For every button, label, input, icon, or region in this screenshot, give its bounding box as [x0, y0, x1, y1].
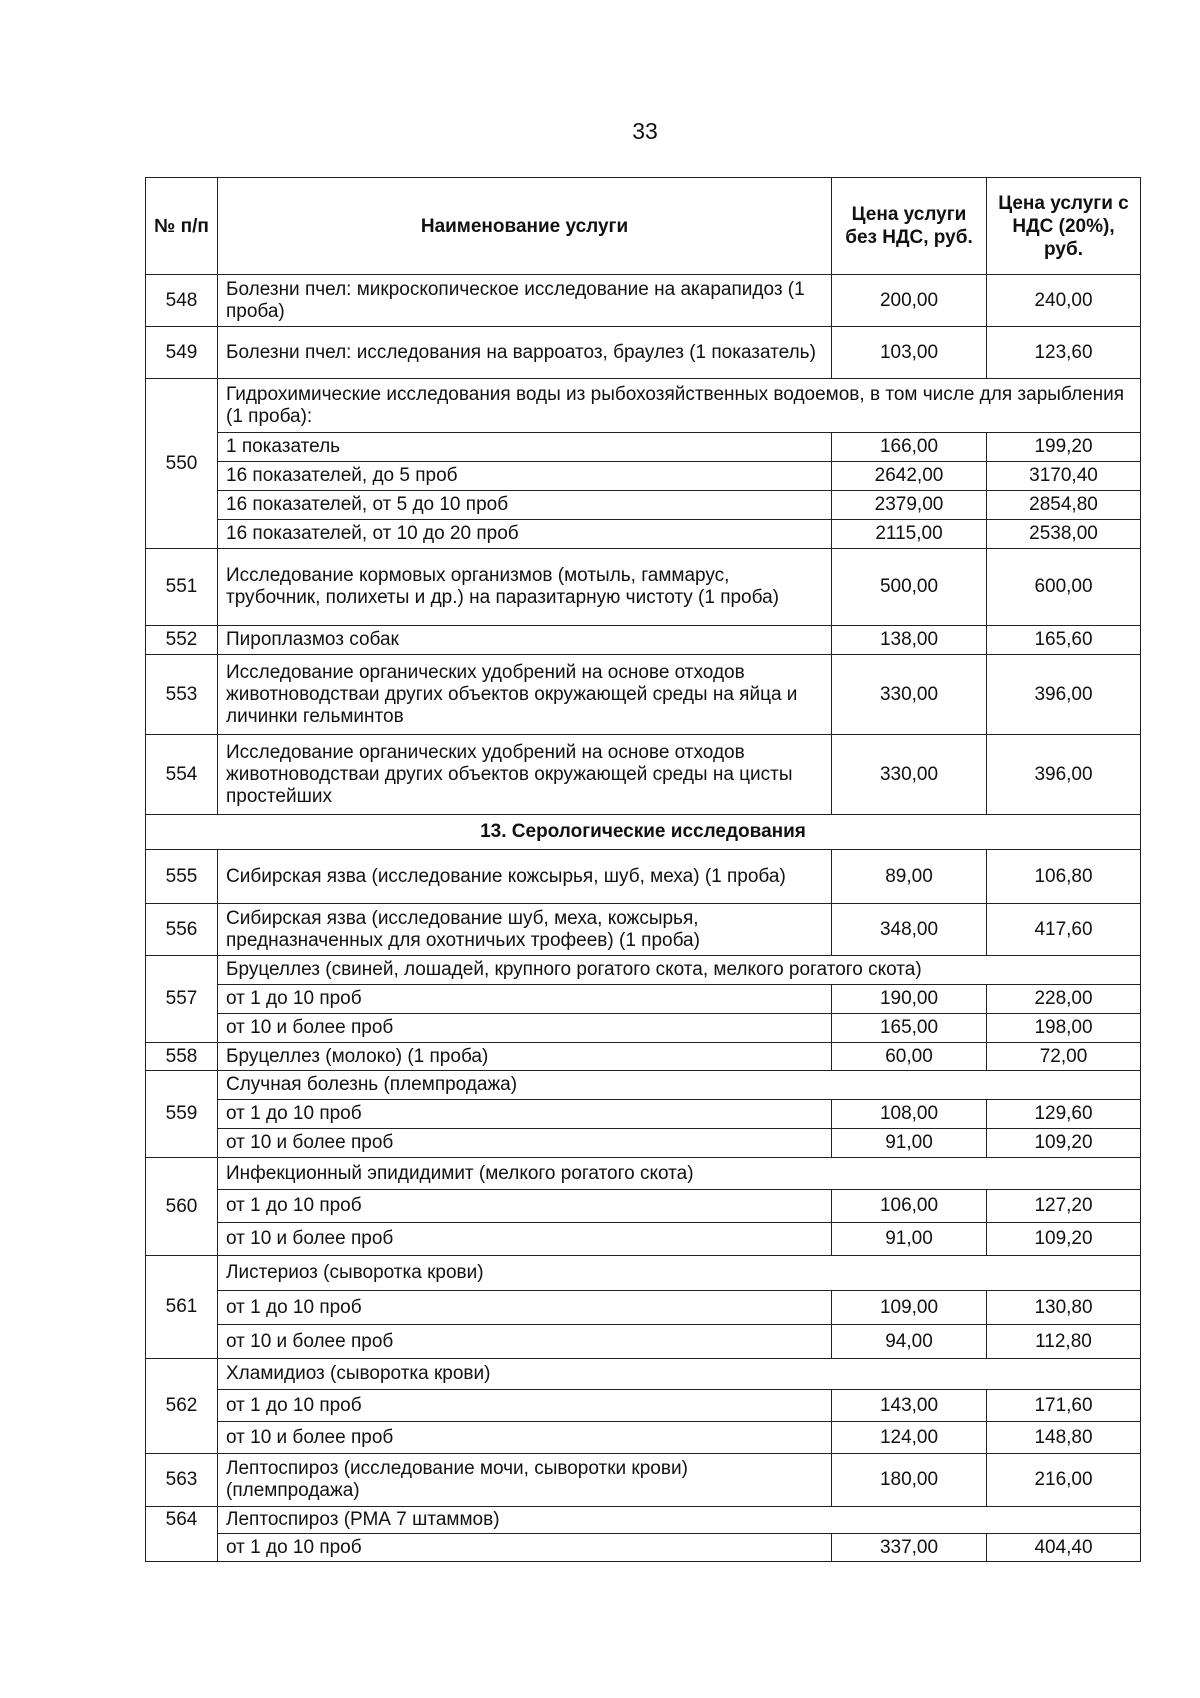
- subrow-name: от 1 до 10 проб: [218, 985, 832, 1014]
- table-subrow: [146, 1422, 1141, 1454]
- subrow-name: от 10 и более проб: [218, 1129, 832, 1158]
- price-vat: 171,60: [987, 1390, 1141, 1422]
- table-subrow: [146, 433, 1141, 462]
- header-price-no-vat: Цена услуги без НДС, руб.: [832, 178, 987, 275]
- table-row: [146, 626, 1141, 655]
- subrow-name: от 1 до 10 проб: [218, 1291, 832, 1325]
- table-row: [146, 1043, 1141, 1071]
- subrow-name: 16 показателей, от 5 до 10 проб: [218, 491, 832, 520]
- table-subrow: [146, 1534, 1141, 1562]
- price-no-vat: 106,00: [832, 1190, 987, 1223]
- row-name: Хламидиоз (сыворотка крови): [218, 1359, 1141, 1390]
- price-no-vat: 190,00: [832, 985, 987, 1014]
- price-vat: 165,60: [987, 626, 1141, 655]
- table-row: [146, 549, 1141, 626]
- table-header-row: [146, 178, 1141, 275]
- row-name: Сибирская язва (исследование шуб, меха, кожсырья, предназначенных для охотничьих трофеев) (1 проба): [218, 904, 832, 956]
- price-vat: 199,20: [987, 433, 1141, 462]
- row-num: 560: [146, 1158, 218, 1256]
- table-subrow: [146, 1390, 1141, 1422]
- row-name: Исследование органических удобрений на основе отходов животноводстваи других объектов окружающей среды на яйца и личинки гельминтов: [218, 655, 832, 735]
- table-row: [146, 1454, 1141, 1507]
- table-row: [146, 1507, 1141, 1534]
- row-num: 553: [146, 655, 218, 735]
- price-vat: 600,00: [987, 549, 1141, 626]
- subrow-name: от 1 до 10 проб: [218, 1390, 832, 1422]
- section-title: 13. Серологические исследования: [146, 815, 1141, 850]
- header-num: № п/п: [146, 178, 218, 275]
- table-row: [146, 1359, 1141, 1390]
- table-subrow: [146, 1129, 1141, 1158]
- row-name: Исследование органических удобрений на основе отходов животноводстваи других объектов окружающей среды на цисты простейших: [218, 735, 832, 815]
- price-vat: 129,60: [987, 1100, 1141, 1129]
- table-row: [146, 1256, 1141, 1291]
- section-heading-row: [146, 815, 1141, 850]
- price-vat: 2538,00: [987, 520, 1141, 549]
- table-row: [146, 850, 1141, 904]
- price-no-vat: 166,00: [832, 433, 987, 462]
- row-num: 563: [146, 1454, 218, 1507]
- price-vat: 404,40: [987, 1534, 1141, 1562]
- price-vat: 3170,40: [987, 462, 1141, 491]
- subrow-name: 16 показателей, до 5 проб: [218, 462, 832, 491]
- price-no-vat: 2115,00: [832, 520, 987, 549]
- row-num: 561: [146, 1256, 218, 1359]
- price-vat: 396,00: [987, 655, 1141, 735]
- price-vat: 417,60: [987, 904, 1141, 956]
- table-row: [146, 275, 1141, 327]
- table-row: [146, 956, 1141, 985]
- row-num: 557: [146, 956, 218, 1043]
- row-name: Инфекционный эпидидимит (мелкого рогатого скота): [218, 1158, 1141, 1190]
- table-subrow: [146, 1014, 1141, 1043]
- table-subrow: [146, 1100, 1141, 1129]
- price-no-vat: 60,00: [832, 1043, 987, 1071]
- table-subrow: [146, 491, 1141, 520]
- row-name: Лептоспироз (исследование мочи, сыворотки крови) (племпродажа): [218, 1454, 832, 1507]
- table-row: [146, 327, 1141, 379]
- table-subrow: [146, 1325, 1141, 1359]
- row-name: Случная болезнь (племпродажа): [218, 1071, 1141, 1100]
- row-name: Исследование кормовых организмов (мотыль, гаммарус, трубочник, полихеты и др.) на паразитарную чистоту (1 проба): [218, 549, 832, 626]
- table-subrow: [146, 1223, 1141, 1256]
- table-row: [146, 655, 1141, 735]
- table-subrow: [146, 462, 1141, 491]
- price-vat: 216,00: [987, 1454, 1141, 1507]
- table-subrow: [146, 985, 1141, 1014]
- price-no-vat: 138,00: [832, 626, 987, 655]
- row-num: 550: [146, 379, 218, 549]
- price-no-vat: 91,00: [832, 1223, 987, 1256]
- subrow-name: от 1 до 10 проб: [218, 1100, 832, 1129]
- row-name: Лептоспироз (РМА 7 штаммов): [218, 1507, 1141, 1534]
- price-vat: 127,20: [987, 1190, 1141, 1223]
- price-no-vat: 89,00: [832, 850, 987, 904]
- table-subrow: [146, 520, 1141, 549]
- header-price-vat: Цена услуги с НДС (20%), руб.: [987, 178, 1141, 275]
- price-no-vat: 91,00: [832, 1129, 987, 1158]
- row-num: 549: [146, 327, 218, 379]
- table-subrow: [146, 1291, 1141, 1325]
- price-vat: 109,20: [987, 1129, 1141, 1158]
- table-subrow: [146, 1190, 1141, 1223]
- price-no-vat: 108,00: [832, 1100, 987, 1129]
- row-name: Болезни пчел: микроскопическое исследование на акарапидоз (1 проба): [218, 275, 832, 327]
- row-name: Бруцеллез (свиней, лошадей, крупного рогатого скота, мелкого рогатого скота): [218, 956, 1141, 985]
- price-no-vat: 330,00: [832, 655, 987, 735]
- price-vat: 148,80: [987, 1422, 1141, 1454]
- subrow-name: от 1 до 10 проб: [218, 1534, 832, 1562]
- price-vat: 2854,80: [987, 491, 1141, 520]
- row-num: 555: [146, 850, 218, 904]
- price-no-vat: 94,00: [832, 1325, 987, 1359]
- table-row: [146, 1158, 1141, 1190]
- price-no-vat: 2379,00: [832, 491, 987, 520]
- subrow-name: от 10 и более проб: [218, 1325, 832, 1359]
- subrow-name: 1 показатель: [218, 433, 832, 462]
- table-row: [146, 735, 1141, 815]
- row-num: 554: [146, 735, 218, 815]
- price-no-vat: 337,00: [832, 1534, 987, 1562]
- price-vat: 198,00: [987, 1014, 1141, 1043]
- price-vat: 112,80: [987, 1325, 1141, 1359]
- price-no-vat: 200,00: [832, 275, 987, 327]
- price-no-vat: 2642,00: [832, 462, 987, 491]
- price-no-vat: 103,00: [832, 327, 987, 379]
- price-vat: 130,80: [987, 1291, 1141, 1325]
- subrow-name: от 10 и более проб: [218, 1422, 832, 1454]
- row-num: 552: [146, 626, 218, 655]
- row-name: Пироплазмоз собак: [218, 626, 832, 655]
- price-no-vat: 180,00: [832, 1454, 987, 1507]
- price-no-vat: 143,00: [832, 1390, 987, 1422]
- price-vat: 106,80: [987, 850, 1141, 904]
- subrow-name: 16 показателей, от 10 до 20 проб: [218, 520, 832, 549]
- price-no-vat: 348,00: [832, 904, 987, 956]
- row-num: 558: [146, 1043, 218, 1071]
- row-num: 564: [146, 1507, 218, 1562]
- subrow-name: от 10 и более проб: [218, 1223, 832, 1256]
- table-row: [146, 904, 1141, 956]
- subrow-name: от 10 и более проб: [218, 1014, 832, 1043]
- header-name: Наименование услуги: [218, 178, 832, 275]
- price-no-vat: 109,00: [832, 1291, 987, 1325]
- subrow-name: от 1 до 10 проб: [218, 1190, 832, 1223]
- price-vat: 72,00: [987, 1043, 1141, 1071]
- row-num: 559: [146, 1071, 218, 1158]
- row-num: 551: [146, 549, 218, 626]
- row-name: Болезни пчел: исследования на варроатоз, браулез (1 показатель): [218, 327, 832, 379]
- price-vat: 396,00: [987, 735, 1141, 815]
- price-vat: 123,60: [987, 327, 1141, 379]
- row-num: 562: [146, 1359, 218, 1454]
- price-vat: 228,00: [987, 985, 1141, 1014]
- row-name: Гидрохимические исследования воды из рыбохозяйственных водоемов, в том числе для зарыбления (1 проба):: [218, 379, 1141, 433]
- price-no-vat: 165,00: [832, 1014, 987, 1043]
- price-no-vat: 124,00: [832, 1422, 987, 1454]
- table-row: [146, 379, 1141, 433]
- row-name: Сибирская язва (исследование кожсырья, шуб, меха) (1 проба): [218, 850, 832, 904]
- price-table: [145, 177, 1141, 1562]
- price-vat: 240,00: [987, 275, 1141, 327]
- row-name: Бруцеллез (молоко) (1 проба): [218, 1043, 832, 1071]
- row-name: Листериоз (сыворотка крови): [218, 1256, 1141, 1291]
- table-row: [146, 1071, 1141, 1100]
- price-no-vat: 330,00: [832, 735, 987, 815]
- page-number: 33: [632, 118, 658, 144]
- row-num: 548: [146, 275, 218, 327]
- price-vat: 109,20: [987, 1223, 1141, 1256]
- price-no-vat: 500,00: [832, 549, 987, 626]
- row-num: 556: [146, 904, 218, 956]
